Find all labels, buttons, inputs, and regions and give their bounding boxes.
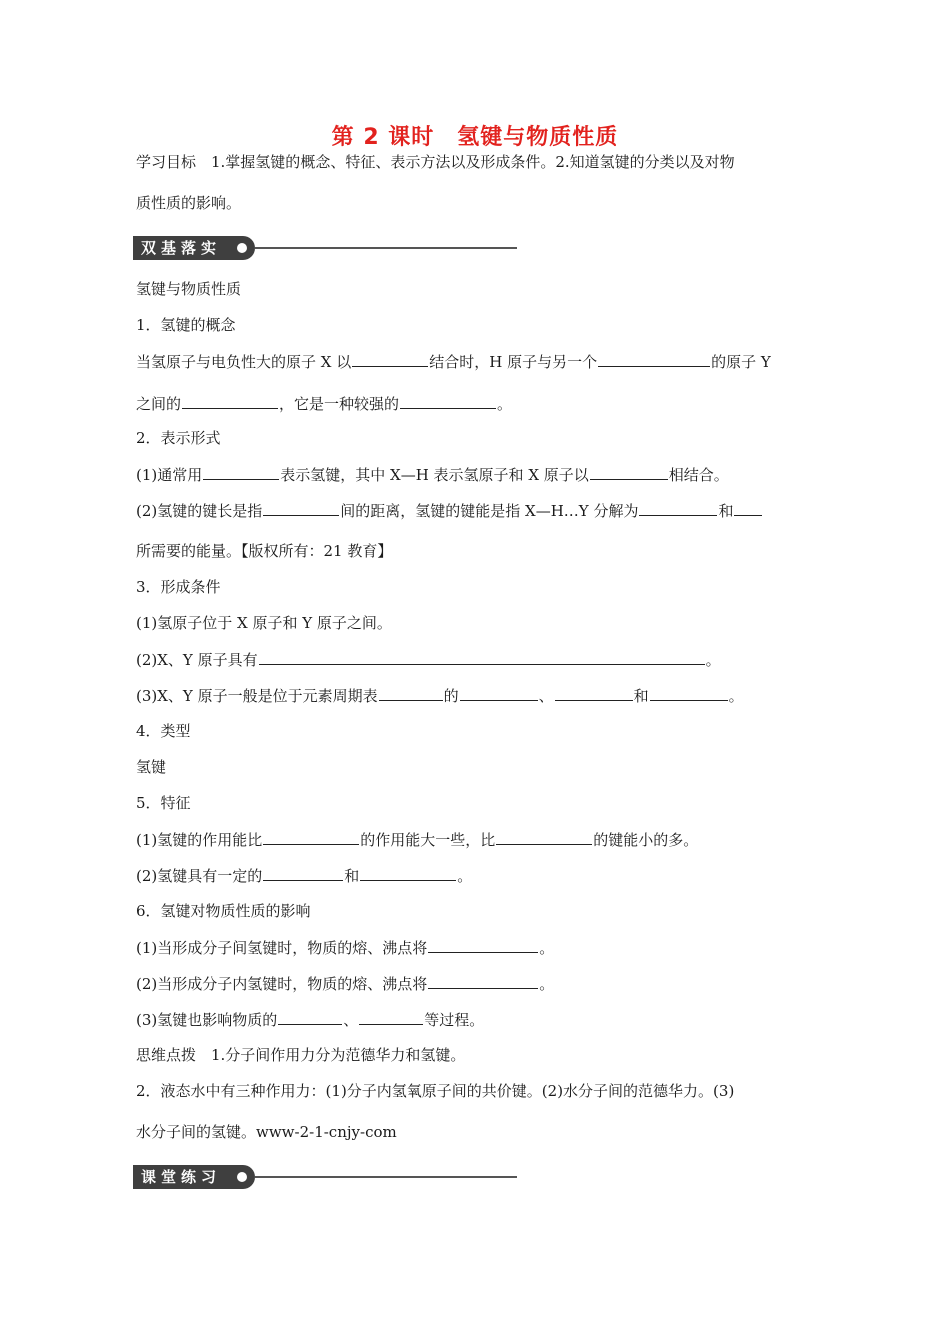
text: 等过程。 <box>424 1011 485 1029</box>
s5-line-2 <box>136 865 472 886</box>
section-6-title: 6．氢键对物质性质的影响 <box>136 902 311 920</box>
fill-blank[interactable] <box>352 351 428 367</box>
fill-blank[interactable] <box>734 500 762 516</box>
fill-blank[interactable] <box>359 1009 423 1025</box>
text: 相结合。 <box>668 466 729 484</box>
section-3-title: 3．形成条件 <box>136 578 221 596</box>
fill-blank[interactable] <box>379 685 443 701</box>
fill-blank[interactable] <box>182 393 278 409</box>
s1-line-2 <box>136 393 512 414</box>
text: 的作用能大一些，比 <box>360 831 496 849</box>
banner-dot-icon <box>237 243 247 253</box>
text: 的原子 Y <box>711 353 771 371</box>
fill-blank[interactable] <box>428 973 538 989</box>
objectives-line-2: 质性质的影响。 <box>136 194 242 212</box>
fill-blank[interactable] <box>650 685 728 701</box>
text: 。 <box>539 939 555 957</box>
text: 间的距离，氢键的键能是指 X—H…Y 分解为 <box>340 502 639 520</box>
tip-line-2: 2．液态水中有三种作用力：(1)分子内氢氧原子间的共价键。(2)水分子间的范德华力。(3) <box>136 1082 735 1100</box>
tip-line-3: 水分子间的氢键。www-2-1-cnjy-com <box>136 1123 397 1141</box>
text: 的 <box>443 687 459 705</box>
text: (2)X、Y 原子具有 <box>136 651 258 669</box>
fill-blank[interactable] <box>555 685 633 701</box>
page-title: 第 2 课时 氢键与物质性质 <box>331 125 619 150</box>
text: 表示氢键，其中 X—H 表示氢原子和 X 原子以 <box>280 466 589 484</box>
content-heading: 氢键与物质性质 <box>136 280 242 298</box>
section-2-title: 2．表示形式 <box>136 429 221 447</box>
s1-line-1 <box>136 351 771 372</box>
text: 。 <box>497 395 513 413</box>
text: 。 <box>728 687 744 705</box>
fill-blank[interactable] <box>263 500 339 516</box>
s4-line-1: 氢键 <box>136 758 167 776</box>
section-banner-label: 课堂练习 <box>133 1165 255 1189</box>
section-5-title: 5．特征 <box>136 794 191 812</box>
text: (1)当形成分子间氢键时，物质的熔、沸点将 <box>136 939 428 957</box>
text: 、 <box>343 1011 359 1029</box>
banner-rule <box>255 1176 517 1178</box>
s3-line-2 <box>136 649 721 670</box>
fill-blank[interactable] <box>400 393 496 409</box>
text: (2)氢键具有一定的 <box>136 867 263 885</box>
section-1-title: 1．氢键的概念 <box>136 316 236 334</box>
text: (1)氢键的作用能比 <box>136 831 263 849</box>
text: 结合时，H 原子与另一个 <box>429 353 598 371</box>
fill-blank[interactable] <box>263 829 359 845</box>
text: 。 <box>705 651 721 669</box>
text: (2)氢键的键长是指 <box>136 502 263 520</box>
text: 。 <box>539 975 555 993</box>
s3-line-3 <box>136 685 744 706</box>
section-banner-label: 双基落实 <box>133 236 255 260</box>
s6-line-3 <box>136 1009 484 1030</box>
s6-line-2 <box>136 973 554 994</box>
text: 和 <box>344 867 360 885</box>
text: (1)通常用 <box>136 466 203 484</box>
text: (3)X、Y 原子一般是位于元素周期表 <box>136 687 378 705</box>
banner-rule <box>255 247 517 249</box>
fill-blank[interactable] <box>278 1009 342 1025</box>
fill-blank[interactable] <box>428 937 538 953</box>
text: 。 <box>457 867 473 885</box>
s6-line-1 <box>136 937 554 958</box>
s2-line-3: 所需要的能量。【版权所有：21 教育】 <box>136 542 393 560</box>
text: 当氢原子与电负性大的原子 X 以 <box>136 353 352 371</box>
text: 之间的 <box>136 395 182 413</box>
fill-blank[interactable] <box>259 649 705 665</box>
s5-line-1 <box>136 829 698 850</box>
text: 的键能小的多。 <box>593 831 699 849</box>
fill-blank[interactable] <box>639 500 717 516</box>
s3-line-1: (1)氢原子位于 X 原子和 Y 原子之间。 <box>136 614 392 632</box>
s2-line-2 <box>136 500 763 521</box>
s2-line-1 <box>136 464 729 485</box>
fill-blank[interactable] <box>598 351 710 367</box>
fill-blank[interactable] <box>590 464 668 480</box>
fill-blank[interactable] <box>496 829 592 845</box>
tip-line-1: 思维点拨 1.分子间作用力分为范德华力和氢键。 <box>136 1046 466 1064</box>
text: (2)当形成分子内氢键时，物质的熔、沸点将 <box>136 975 428 993</box>
fill-blank[interactable] <box>263 865 343 881</box>
text: 和 <box>633 687 649 705</box>
text: 和 <box>718 502 734 520</box>
section-4-title: 4．类型 <box>136 722 191 740</box>
banner-dot-icon <box>237 1172 247 1182</box>
text: (3)氢键也影响物质的 <box>136 1011 278 1029</box>
text: 、 <box>538 687 554 705</box>
fill-blank[interactable] <box>203 464 279 480</box>
objectives-line-1: 学习目标 1.掌握氢键的概念、特征、表示方法以及形成条件。2.知道氢键的分类以及对物 <box>136 153 735 171</box>
fill-blank[interactable] <box>460 685 538 701</box>
fill-blank[interactable] <box>360 865 456 881</box>
text: ，它是一种较强的 <box>279 395 400 413</box>
